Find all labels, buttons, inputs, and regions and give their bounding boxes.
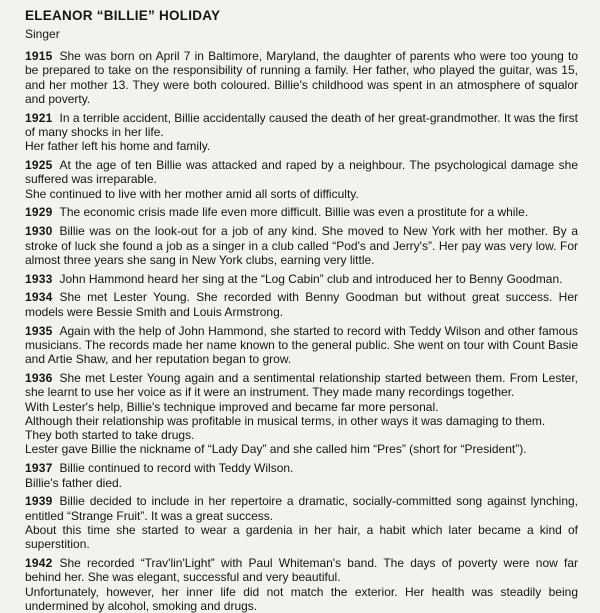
page-title: ELEANOR “BILLIE” HOLIDAY [25,8,221,23]
entry-year: 1925 [25,158,53,173]
entry-paragraph [25,461,578,475]
entry-paragraph [25,205,578,219]
entry-paragraph [25,324,578,367]
biography-entries [25,49,578,613]
entry-text: In a terrible accident, Billie accidentally caused the death of her great-grandmother. It was the first of many shocks in her life. [25,110,578,139]
entry-continuation-line: She continued to live with her mother amid all sorts of difficulty. [25,186,359,201]
entry-continuation-line: Unfortunately, however, her inner life did not match the exterior. Her health was steadily being undermined by alcohol, smoking and drugs. [25,584,578,613]
entry-paragraph [25,272,578,286]
entry-paragraph [25,111,578,140]
entry-text: Billie continued to record with Teddy Wilson. [59,461,294,476]
entry-text: John Hammond heard her sing at the “Log Cabin” club and introduced her to Benny Goodman. [59,271,563,286]
entry-year: 1936 [25,370,53,385]
entry-text: She was born on April 7 in Baltimore, Maryland, the daughter of parents who were too young to be prepared to take on the responsibility of running a family. Her father, who played the guitar, was 15, and her mother 13. They were both coloured. Billie's childhood was spent in an atmosphere of squalor and poverty. [25,49,578,106]
entry-text: Billie decided to include in her repertoire a dramatic, socially-committed song against lynching, entitled “Strange Fruit”. It was a great success. [25,494,578,523]
entry-text: She met Lester Young. She recorded with Benny Goodman but without great success. Her models were Bessie Smith and Louis Armstrong. [25,290,578,319]
entry-year: 1929 [25,205,53,220]
entry-paragraph [25,556,578,585]
entry-text: At the age of ten Billie was attacked and raped by a neighbour. The psychological damage she suffered was irreparable. [25,158,578,187]
entry-paragraph [25,371,578,400]
page-subtitle: Singer [25,27,60,41]
entry-paragraph [25,49,578,106]
entry-continuation-line: Although their relationship was profitable in musical terms, in other ways it was damaging to them. [25,413,546,428]
entry-year: 1915 [25,49,53,63]
entry-paragraph [25,494,578,523]
entry-continuation-line: About this time she started to wear a gardenia in her hair, a habit which later became a kind of superstition. [25,522,578,552]
entry-year: 1937 [25,461,53,476]
entry-year: 1930 [25,224,53,239]
entry-year: 1934 [25,290,53,305]
entry-continuation-line: They both started to take drugs. [25,428,195,443]
entry-text: She met Lester Young again and a sentimental relationship started between them. From Lester, she learnt to use her voice as if it were an instrument. They made many recordings together. [25,370,578,400]
entry-paragraph [25,224,578,267]
entry-year: 1942 [25,556,53,570]
entry-continuation-line: With Lester's help, Billie's technique improved and became far more personal. [25,399,439,414]
entry-continuation-line: Her father left his home and family. [25,139,211,154]
entry-text: She recorded “Trav'lin'Light” with Paul Whiteman's band. The days of poverty were now far behind her. She was elegant, successful and very beautiful. [25,556,578,585]
entry-paragraph [25,290,578,319]
entry-continuation-line: Billie's father died. [25,475,123,490]
entry-text: Again with the help of John Hammond, she started to record with Teddy Wilson and other famous musicians. The records made her name known to the general public. She went on tour with Count Basie and Artie Shaw, and her reputation began to grow. [25,323,578,367]
entry-paragraph [25,158,578,187]
entry-year: 1939 [25,494,53,509]
entry-continuation-line: Lester gave Billie the nickname of “Lady Day” and she called him “Pres” (short for “President”). [25,442,527,457]
entry-year: 1935 [25,323,53,338]
entry-year: 1933 [25,271,53,286]
entry-year: 1921 [25,110,53,125]
entry-text: Billie was on the look-out for a job of any kind. She moved to New York with her mother. By a stroke of luck she found a job as a singer in a club called “Pod's and Jerry's”. Her pay was very low. For almost three years she sang in New York clubs, earning very little. [25,224,578,267]
entry-text: The economic crisis made life even more difficult. Billie was even a prostitute for a while. [59,205,529,220]
